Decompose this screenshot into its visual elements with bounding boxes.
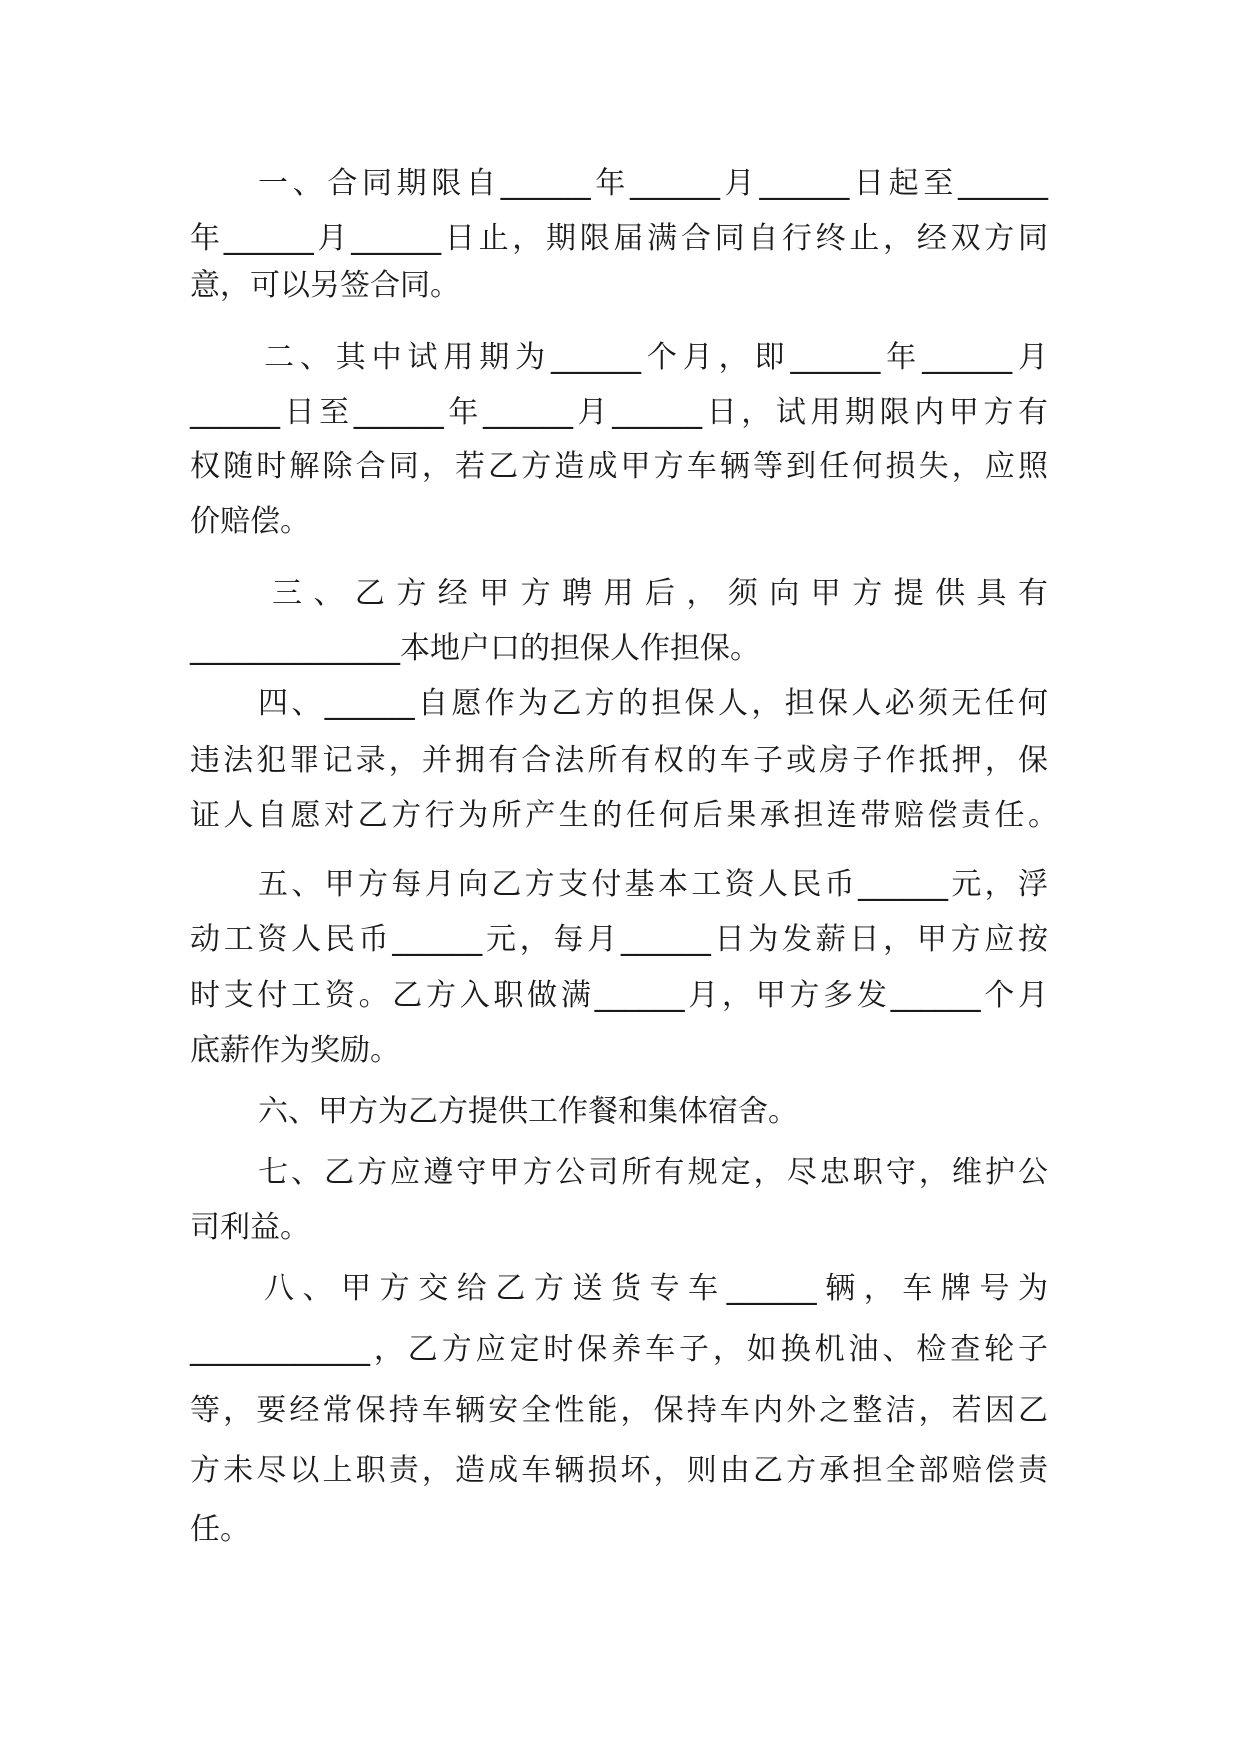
clause-5-line-2: 动工资人民币______元，每月______日为发薪日，甲方应按 <box>190 922 1048 957</box>
clause-7-line-1: 七、乙方应遵守甲方公司所有规定，尽忠职守，维护公 <box>258 1155 1048 1190</box>
clause-7-line-2: 司利益。 <box>190 1210 310 1245</box>
clause-2-line-3: 权随时解除合同，若乙方造成甲方车辆等到任何损失，应照 <box>190 449 1048 484</box>
clause-8-line-5: 任。 <box>190 1512 250 1547</box>
clause-5-line-4: 底薪作为奖励。 <box>190 1033 400 1068</box>
clause-2-line-1: 二、其中试用期为______个月，即______年______月 <box>264 340 1048 375</box>
clause-8-line-2: ____________，乙方应定时保养车子，如换机油、检查轮子 <box>190 1332 1048 1367</box>
clause-2-line-2: ______日至______年______月______日，试用期限内甲方有 <box>190 395 1048 430</box>
clause-2-line-4: 价赔偿。 <box>190 504 310 539</box>
clause-6-line-1: 六、甲方为乙方提供工作餐和集体宿舍。 <box>258 1094 798 1129</box>
clause-3-line-1: 三、乙方经甲方聘用后，须向甲方提供具有 <box>272 576 1048 611</box>
clause-1-line-1: 一、合同期限自______年______月______日起至______ <box>258 166 1048 201</box>
clause-4-line-1: 四、______自愿作为乙方的担保人，担保人必须无任何 <box>258 686 1048 721</box>
clause-3-line-2: ______________本地户口的担保人作担保。 <box>190 631 760 666</box>
clause-4-line-3: 证人自愿对乙方行为所产生的任何后果承担连带赔偿责任。 <box>190 798 1058 833</box>
clause-8-line-4: 方未尽以上职责，造成车辆损坏，则由乙方承担全部赔偿责 <box>190 1453 1048 1488</box>
clause-5-line-3: 时支付工资。乙方入职做满______月，甲方多发______个月 <box>190 978 1048 1013</box>
clause-5-line-1: 五、甲方每月向乙方支付基本工资人民币______元，浮 <box>258 867 1048 902</box>
clause-4-line-2: 违法犯罪记录，并拥有合法所有权的车子或房子作抵押，保 <box>190 743 1048 778</box>
clause-1-line-2: 年______月______日止，期限届满合同自行终止，经双方同 <box>190 221 1048 256</box>
clause-8-line-3: 等，要经常保持车辆安全性能，保持车内外之整洁，若因乙 <box>190 1393 1048 1428</box>
clause-8-line-1: 八、甲方交给乙方送货专车______辆，车牌号为 <box>264 1271 1048 1306</box>
clause-1-line-3: 意，可以另签合同。 <box>190 268 460 303</box>
